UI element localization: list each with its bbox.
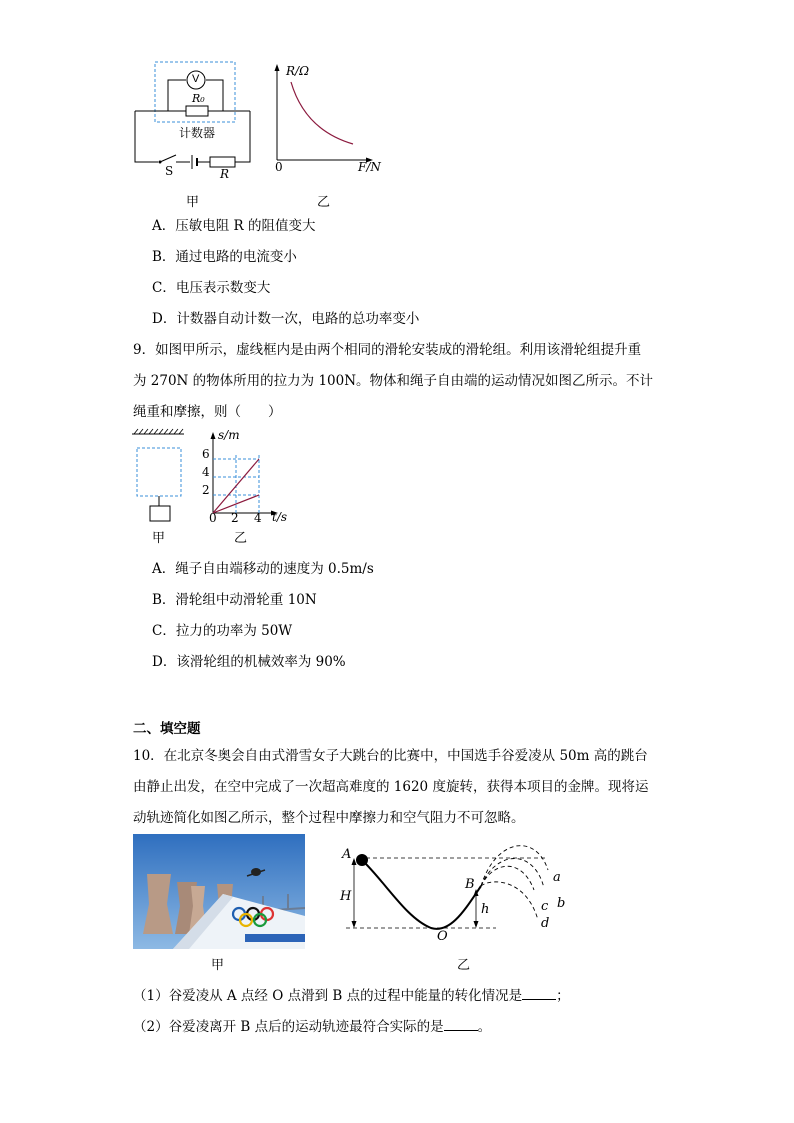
q10-sub1: [133, 984, 570, 1004]
q8-option-c[interactable]: C．电压表示数变大: [152, 280, 271, 296]
height-h-upper-label: H: [340, 889, 352, 904]
q9-option-a[interactable]: A．绳子自由端移动的速度为 0.5m/s: [152, 561, 374, 577]
point-b-label: B: [465, 877, 475, 892]
st-y-tick-2: 2: [202, 483, 210, 497]
section-title: 二、填空题: [133, 721, 201, 737]
q9-stem-line3: 绳重和摩擦，则（ ）: [133, 404, 282, 420]
pulley-dashed-box: [137, 448, 181, 496]
q8-caption-jia: 甲: [186, 195, 200, 210]
q10-sub2-end: 。: [477, 1019, 492, 1035]
rf-origin-label: 0: [275, 160, 283, 174]
st-x-tick-0: 0: [209, 511, 217, 525]
st-y-tick-4: 4: [202, 465, 210, 479]
q9-pulley-diagram: [128, 428, 188, 524]
st-x-tick-4: 4: [254, 511, 262, 525]
circuit-wire: [135, 111, 158, 162]
q9-caption-jia: 甲: [152, 531, 166, 546]
q10-stem-line3: 动轨迹简化如图乙所示，整个过程中摩擦力和空气阻力不可忽略。: [133, 810, 525, 826]
resistor-r-label: R: [220, 167, 230, 181]
switch-label: S: [165, 164, 174, 178]
rf-curve: [291, 82, 353, 144]
q9-option-d[interactable]: D．该滑轮组的机械效率为 90%: [152, 654, 346, 670]
curve-c-label: c: [541, 899, 549, 914]
q8-caption-yi: 乙: [317, 195, 331, 210]
q10-sub2-text: （2）谷爱凌离开 B 点后的运动轨迹最符合实际的是: [133, 1019, 444, 1035]
circuit-wire: [235, 111, 250, 162]
counter-label: 计数器: [179, 126, 216, 140]
st-x-tick-2: 2: [231, 511, 239, 525]
st-y-arrow-icon: [211, 432, 216, 439]
q8-option-b[interactable]: B．通过电路的电流变小: [152, 249, 297, 265]
ski-jump-photo: [133, 834, 305, 949]
q10-caption-jia: 甲: [211, 958, 225, 973]
answer-blank-2[interactable]: [444, 1018, 478, 1031]
rf-x-axis-label: F/N: [358, 160, 381, 174]
point-o-label: O: [437, 929, 448, 944]
trajectory-c: [481, 866, 534, 890]
q10-sub1-text: （1）谷爱凌从 A 点经 O 点滑到 B 点的过程中能量的转化情况是: [133, 988, 523, 1004]
voltmeter-label: V: [192, 73, 200, 85]
answer-blank-1[interactable]: [522, 987, 556, 1000]
point-a-label: A: [342, 847, 352, 862]
curve-b-label: b: [557, 896, 566, 911]
q9-option-b[interactable]: B．滑轮组中动滑轮重 10N: [152, 592, 317, 608]
trajectory-d: [481, 882, 538, 920]
q10-sub2: [133, 1015, 491, 1035]
q8-option-d[interactable]: D．计数器自动计数一次，电路的总功率变小: [152, 311, 420, 327]
q9-stem-line1: 9．如图甲所示，虚线框内是由两个相同的滑轮安装成的滑轮组。利用该滑轮组提升重: [133, 342, 642, 358]
q9-option-c[interactable]: C．拉力的功率为 50W: [152, 623, 293, 639]
q9-caption-yi: 乙: [234, 531, 248, 546]
q8-rf-graph: [265, 60, 385, 175]
q10-sub1-end: ；: [556, 988, 570, 1004]
rf-y-axis-label: R/Ω: [286, 64, 310, 78]
trajectory-a: [481, 846, 548, 886]
curve-a-label: a: [553, 870, 561, 885]
skier-ball-icon: [356, 854, 368, 866]
height-h-lower-label: h: [481, 902, 490, 917]
ski-track: [362, 860, 481, 929]
r0-label: R₀: [192, 92, 205, 105]
st-y-axis-label: s/m: [218, 428, 240, 442]
q9-stem-line2: 为 270N 的物体所用的拉力为 100N。物体和绳子自由端的运动情况如图乙所示。不计: [133, 373, 654, 389]
st-x-axis-label: t/s: [272, 510, 288, 524]
st-y-tick-6: 6: [202, 447, 210, 461]
switch-icon: [160, 155, 176, 162]
weight-block-icon: [150, 506, 170, 521]
q10-trajectory-diagram: [336, 838, 576, 943]
q10-stem-line2: 由静止出发，在空中完成了一次超高难度的 1620 度旋转，获得本项目的金牌。现将运: [133, 779, 649, 795]
q8-option-a[interactable]: A．压敏电阻 R 的阻值变大: [152, 218, 316, 234]
resistor-r-icon: [210, 157, 235, 167]
q10-caption-yi: 乙: [457, 958, 471, 973]
resistor-r0-icon: [186, 106, 208, 116]
curve-d-label: d: [541, 916, 550, 931]
q10-stem-line1: 10．在北京冬奥会自由式滑雪女子大跳台的比赛中，中国选手谷爱凌从 50m 高的跳台: [133, 748, 648, 764]
